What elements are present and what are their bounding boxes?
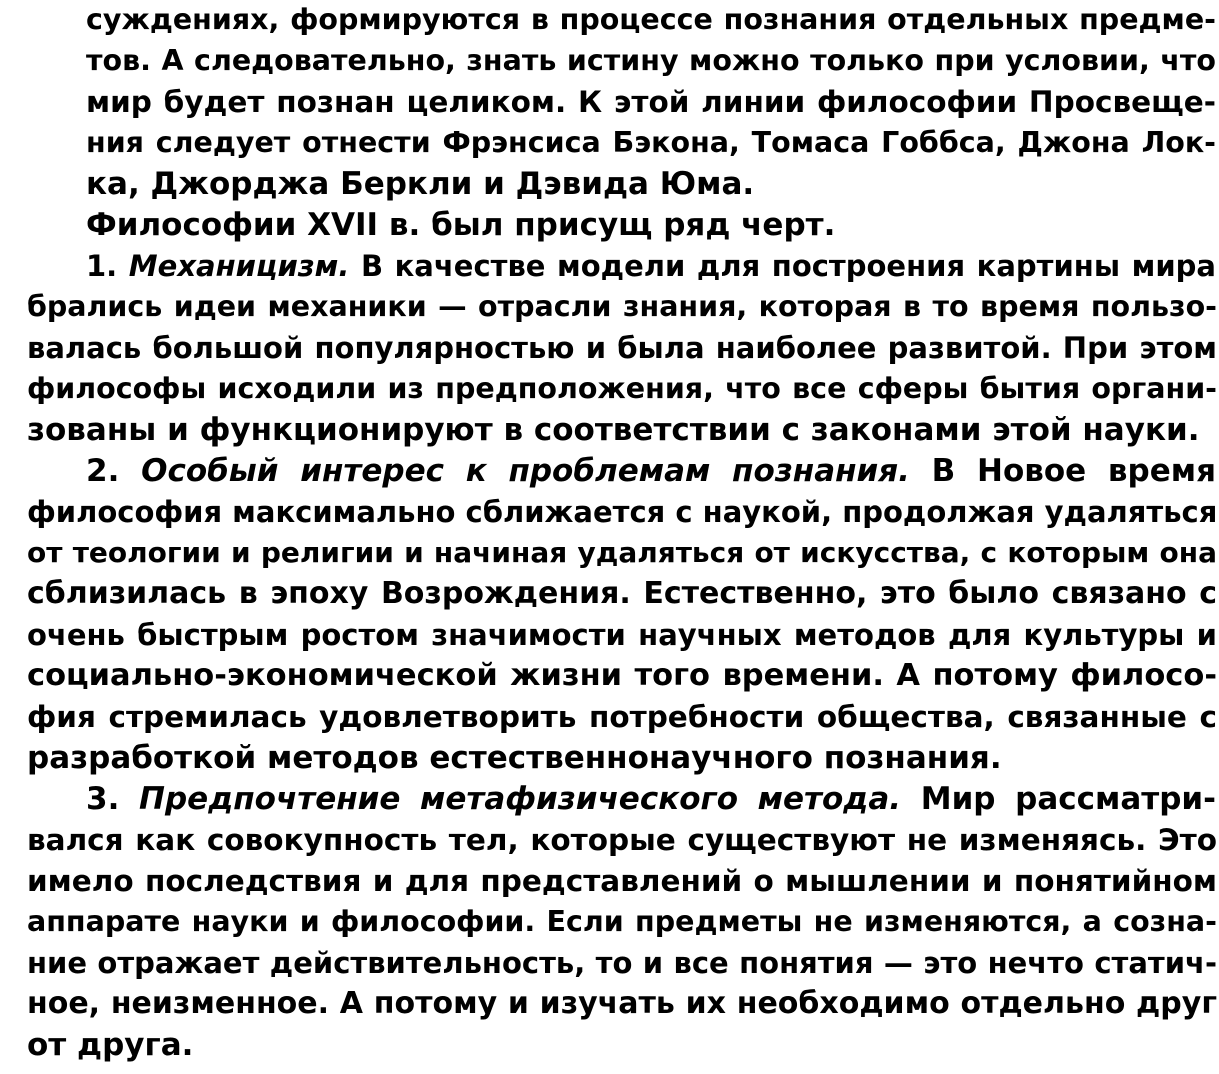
text-line: ния следует отнести Фрэнсиса Бэкона, Томаса Гоббса, Джона Лок- [86,126,1216,159]
list-item-text: В Новое время [931,453,1217,489]
text-line: разработкой методов естественнонаучного познания. [27,740,1002,776]
text-line: Философии XVII в. был присущ ряд черт. [86,207,836,243]
text-line: фия стремилась удовлетворить потребности общества, связанные с [27,700,1217,734]
text-line: имело последствия и для представлений о мышлении и понятийном [27,864,1217,898]
list-item-title: Предпочтение метафизического метода. [139,781,902,817]
list-item-title: Механицизм. [128,249,350,283]
text-line: философы исходили из предположения, что все сферы бытия органи- [27,372,1217,405]
text-line: ние отражает действительность, то и все понятия — это нечто статич- [27,946,1217,980]
text-line: сблизилась в эпоху Возрождения. Естественно, это было связано с [27,576,1217,611]
text-line: валась большой популярностью и была наиболее развитой. При этом [27,331,1217,365]
list-item-number: 1. [86,249,118,283]
text-line: брались идеи механики — отрасли знания, которая в то время пользо- [27,290,1217,323]
list-item-text: Мир рассматри- [920,781,1217,817]
text-line: аппарате науки и философии. Если предметы не изменяются, а созна- [27,905,1217,938]
list-item-1 [86,246,1216,286]
text-line: мир будет познан целиком. К этой линии философии Просвеще- [86,85,1216,119]
list-item-3 [86,779,1216,819]
text-line: от друга. [27,1027,194,1063]
text-line: очень быстрым ростом значимости научных методов для культуры и [27,618,1217,652]
list-item-2 [86,451,1216,491]
text-line: ка, Джорджа Беркли и Дэвида Юма. [86,166,755,202]
text-line: суждениях, формируются в процессе познания отдельных предме- [86,3,1216,36]
text-line: зованы и функционируют в соответствии с законами этой науки. [27,412,1200,448]
text-line: ное, неизменное. А потому и изучать их необходимо отдельно друг [27,986,1217,1021]
list-item-text: В качестве модели для построения картины мира [360,249,1216,283]
list-item-number: 2. [86,453,120,489]
text-line: социально-экономической жизни того времени. А потому филосо- [27,658,1217,693]
text-line: философия максимально сближается с наукой, продолжая удаляться [27,495,1218,529]
text-line: вался как совокупность тел, которые существуют не изменяясь. Это [27,823,1217,857]
list-item-title: Особый интерес к проблемам познания. [141,453,910,489]
text-line: тов. А следовательно, знать истину можно только при условии, что [86,44,1216,77]
list-item-number: 3. [86,781,120,817]
text-line: от теологии и религии и начиная удаляться от искусства, с которым она [27,536,1217,569]
